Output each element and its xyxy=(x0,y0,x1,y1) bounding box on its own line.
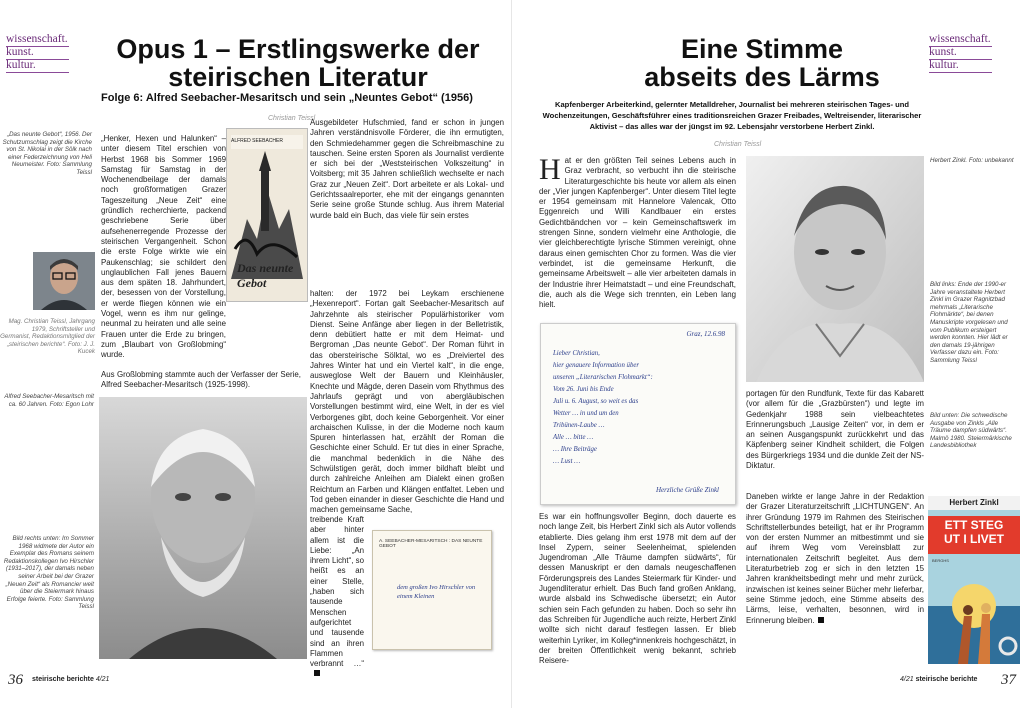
letter-date: Graz, 12.6.98 xyxy=(686,330,725,338)
paragraph: „Henker, Hexen und Halunken“ – unter diesem Titel erschien von Herbst 1968 bis Sommer 1969 Samstag für Samstag in der Wochenendbeilage der damals noch großformatigen Grazer Tageszeitung „Neue Zeit“ eine gründlich recherchierte, packend geschriebene Serie über aufsehenerregende Prozesse der steirischen Vergangenheit. Schon die erste Folge wirkte wie ein Paukenschlag; sie schildert den unglaublichen Fall jenes Bauern aus dem späten 18. Jahrhundert, der, besessen von der Vorstellung, er werde fliegen können wie ein Vogel, wenn es ihm nur gelinge, neunmal zu heiraten und alle seine Frauen unter die Erde zu bringen, zum „Blaubart von Großlobming“ wurde. xyxy=(101,134,226,360)
paragraph: Ausgebildeter Hufschmied, fand er schon in jungen Jahren verständnisvolle Förderer, die ihn ermutigten, den Schmiedehammer gegen die Schreibmaschine zu tauschen. Seine ersten Sporen als Journalist verdiente er sich bei der „Weststeirischen Volkszeitung“ in Voitsberg; mit 35 Jahren schließlich wechselte er nach Graz zur „Neuen Zeit“. Dort arbeitete er als Lokal- und Gerichtssaalreporter, ehe mit der eingangs genannten Serie seine große Stunde schlug. Aus ihrem Material wurde bald ein Buch, das viele für sein erstes xyxy=(310,118,504,220)
author-portrait-photo xyxy=(99,397,307,659)
letter-line: Wetter … in und um den xyxy=(553,410,619,417)
letter-line: unseren „Literarischen Flohmarkt“: xyxy=(553,374,653,381)
caption-book-cover: „Das neunte Gebot“, 1956. Der Schutzumschlag zeigt die Kirche von St. Nikolai in der Sölk nach einer Federzeichnung von Heli Neumeister. Foto: Sammlung Teissl xyxy=(2,131,92,176)
article-subtitle: Folge 6: Alfred Seebacher-Mesaritsch und sein „Neuntes Gebot“ (1956) xyxy=(101,92,473,104)
title-line-2: abseits des Lärms xyxy=(644,62,880,92)
footer-right xyxy=(900,676,977,683)
footer-issue: 4/21 xyxy=(900,676,914,683)
swedish-book-cover xyxy=(928,496,1020,664)
paragraph-text: treibende Kraft aber hinter allem ist die Liebe: „An ihrem Licht“, so heißt es an einer Stelle, „haben sich tausende Menschen aufgerichtet und tausende sind an ihren Flammen verbrannt …“ xyxy=(310,515,364,669)
caption-letter: Bild links: Ende der 1990-er Jahre veranstaltete Herbert Zinkl im Grazer Ragnitzbad mehrmals „Literarische Flohmärkte“, bei denen Manuskripte vorgelesen und vom Publikum ersteigert werden konnten. Hier lädt er den damals 19-jährigen Verfasser dazu ein. Foto: Sammlung Teissl xyxy=(930,281,1008,364)
title-line-1: Opus 1 – Erstlingswerke der xyxy=(116,34,480,64)
left-column-1-end xyxy=(101,370,301,395)
page-number-right: 37 xyxy=(1001,672,1016,688)
dedication-handwriting: dem großen Ivo Hirschler von einem Kleinen xyxy=(397,584,476,600)
end-mark xyxy=(314,670,320,676)
left-column-2-narrow xyxy=(310,515,364,684)
page-number-left: 36 xyxy=(8,672,23,688)
paragraph xyxy=(539,153,736,310)
letter-line: Lieber Christian, xyxy=(553,350,600,357)
handwritten-letter-image xyxy=(540,323,736,505)
letter-signature: Herzliche Grüße Zinkl xyxy=(656,486,719,494)
section-tag-line2: kunst. xyxy=(929,47,992,60)
author-photo xyxy=(33,252,95,310)
letter-line: Tribünen-Laube … xyxy=(553,422,605,429)
left-column-1 xyxy=(101,134,226,365)
caption-author-photo: Mag. Christian Teissl, Jahrgang 1979, Schriftsteller und Germanist, Redaktionsmitglied der „steirischen berichte“. Foto: J. J. Kucek xyxy=(0,318,95,356)
section-tag-line2: kunst. xyxy=(6,47,69,60)
letter-line: … Lust … xyxy=(553,458,581,465)
swedish-book-publisher: BERGHS xyxy=(932,558,949,563)
letter-line: Juli u. 6. August, so weit es das xyxy=(553,398,639,405)
paragraph xyxy=(746,492,924,626)
paragraph: halten: der 1972 bei Leykam erschienene „Hexenreport“. Fortan galt Seebacher-Mesaritsch auf Jahrzehnte als steirischer Populärhistoriker vom Dienst. Seine Anfänge aber liegen in der Belletristik, denn debütiert hatte er mit dem Heimat- und Bergroman „Das neunte Gebot“. Der Roman führt in das obersteirische Sölktal, wo es „Dreiviertel des Jahres Winter hat und ein Viertel kalt“, in die enge, ausweglose Welt der Bauern und Kleinhäusler, Knechte und Mägde, deren Dasein vom Rhythmus des Jahrlaufs geprägt und von abergläubischen Vorstellungen bestimmt wird, eine Welt, in der es viel Verborgenes gibt, doch keine Geborgenheit. Vor einer archaischen Kulisse, in der die Moderne noch kaum Spuren hinterlassen hat, erzählt der Roman die Geschichte einer Schuld. Er tut dies in einer Sprache, die manchmal bedenklich in die Nähe des Schwülstigen gerät, doch immer bildhaft bleibt und durch zahlreiche Anleihen am Dialekt einen großen Reichtum an Farben und Klängen entfaltet. Leben und Tod geben einander in dieser Geschichte die Hand und machen gemeinsame Sache, xyxy=(310,289,504,515)
section-tag-line1: wissenschaft. xyxy=(6,33,68,45)
swedish-book-title-line1: ETT STEG xyxy=(944,518,1004,532)
title-line-2: steirischen Literatur xyxy=(168,62,428,92)
swedish-book-title xyxy=(928,518,1020,546)
right-column-1-continued xyxy=(539,512,736,670)
letter-line: … Ihre Beiträge xyxy=(553,446,597,453)
footer-left xyxy=(32,676,109,683)
footer-magazine: steirische berichte xyxy=(32,676,94,683)
swedish-book-author: Herbert Zinkl xyxy=(949,498,999,507)
paragraph: portagen für den Rundfunk, Texte für das Kabarett (vor allem für die „Grazbürsten“) und legte im Gedenkjahr 1988 sein vielbeachtetes Erinnerungsbuch „Lausige Zeiten“ vor, in dem er an seinen Ausgangspunkt zurückkehrt und das Käpfenberg seiner Kindheit schildert, die Folgen des Bürgerkriegs 1934 und die dunkle Zeit der NS-Diktatur. xyxy=(746,389,924,471)
book-cover-image xyxy=(226,128,308,302)
paragraph: Es war ein hoffnungsvoller Beginn, doch dauerte es noch lange Zeit, bis Herbert Zinkl sich als Autor vollends etablierte. Dies gelang ihm erst 1978 mit dem auf der Insel Zypern, seiner Seelenheimat, spielenden Jugendroman „Alle Träume dampfen südwärts“, für dessen Manuskript er den damals neugeschaffenen Förderungspreis des Landes Steiermark für Kinder- und Jugendliteratur erhielt. Das Buch fand großen Anklang, wurde alsbald ins Schwedische übersetzt; ein Autor schien sein Fach gefunden zu haben. Doch so sehr ihn das Schreiben für Jugendliche auch reizte, Herbert Zinkl wollte sich nicht darauf festlegen lassen. Er blieb weiterhin Lyriker, im Kolleg*innenkreis hochgeschätzt, in der breiten Öffentlichkeit wenig bekannt, schrieb Reisere- xyxy=(539,512,736,666)
letter-body xyxy=(553,348,723,468)
left-column-2-continued xyxy=(310,289,504,520)
right-page xyxy=(512,0,1024,708)
letter-line: Vom 26. Juni bis Ende xyxy=(553,386,614,393)
paragraph xyxy=(310,515,364,680)
section-tag-right xyxy=(929,34,992,73)
caption-swedish-book: Bild unten: Die schwedische Ausgabe von Zinkls „Alle Träume dampfen südwärts“. Malmö 1980. Steiermärkische Landesbibliothek xyxy=(930,412,1012,450)
book-cover-title: Das neunte Gebot xyxy=(237,261,294,290)
article-lede: Kapfenberger Arbeiterkind, gelernter Metalldreher, Journalist bei mehreren steirischen Tages- und Wochenzeitungen, Geschäftsführer eines traditionsreichen Grazer Freibades, Weltreisender, literarischer Aktivist – das alles war der jüngst im 92. Lebensjahr verstorbene Herbert Zinkl. xyxy=(542,100,922,131)
paragraph: Aus Großlobming stammte auch der Verfasser der Serie, Alfred Seebacher-Mesaritsch (1925-1998). xyxy=(101,370,301,390)
right-column-2 xyxy=(746,389,924,475)
zinkl-portrait-photo xyxy=(746,156,924,382)
book-cover-author: ALFRED SEEBACHER xyxy=(231,138,283,144)
caption-zinkl-photo: Herbert Zinkl. Foto: unbekannt xyxy=(930,157,1014,164)
section-tag-line3: kultur. xyxy=(6,60,69,73)
dedication-book-image xyxy=(372,530,492,650)
left-column-2 xyxy=(310,118,504,225)
caption-portrait: Alfred Seebacher-Mesaritsch mit ca. 60 Jahren. Foto: Egon Lohr xyxy=(4,393,94,408)
footer-magazine: steirische berichte xyxy=(915,676,978,683)
swedish-book-title-line2: UT I LIVET xyxy=(944,532,1004,546)
footer-issue: 4/21 xyxy=(95,676,110,683)
paragraph-text: Daneben wirkte er lange Jahre in der Redaktion der Grazer Literaturzeitschrift „LICHTUNGEN“. An ihrer Gründung 1979 im Rahmen des Steirischen Schriftstellerbundes beteiligt, hat er ihr Programm von der ersten Nummer an mitbestimmt und sie auf ihrem Weg vom Vereinsblatt zur internationalen Zeitschrift begleitet. Aus dem Literaturbetrieb zog er sich in den letzten 15 Jahren krankheitsbedingt mehr und mehr zurück, inzwischen ist keines seiner Bücher mehr lieferbar, seine Stimme jedoch, eine Stimme abseits des Lärms, leise, verhalten, besonnen, wird in Erinnerung bleiben. xyxy=(746,492,924,625)
right-column-1 xyxy=(539,153,736,314)
section-tag xyxy=(6,34,69,73)
letter-line: Alle … bitte … xyxy=(553,434,594,441)
drop-cap: H xyxy=(539,153,561,186)
letter-line: hier genauere Information über xyxy=(553,362,640,369)
byline: Christian Teissl xyxy=(268,115,316,122)
caption-dedication: Bild rechts unten: Im Sommer 1968 widmete der Autor ein Exemplar des Romans seinem Redaktionskollegen Ivo Hirschler (1931–2017), der damals neben seiner Arbeit bei der Grazer „Neuen Zeit“ als Romancier weit über die Steiermark hinaus Erfolge feierte. Foto: Sammlung Teissl xyxy=(3,535,94,611)
section-tag-line1: wissenschaft. xyxy=(929,33,991,45)
end-mark xyxy=(818,617,824,623)
byline-right: Christian Teissl xyxy=(714,141,762,148)
article-title-right xyxy=(612,35,912,91)
section-tag-line3: kultur. xyxy=(929,60,992,73)
right-column-2-continued xyxy=(746,492,924,630)
article-title xyxy=(98,35,498,91)
paragraph-text: at er den größten Teil seines Lebens auch in Graz verbracht, so verbucht ihn die steirische Literaturgeschichte bis heute vor allem als einen der „Vier jungen Kapfenberger“. Unter diesem Titel legte er 1954 gemeinsam mit Hannelore Valencak, Otto Eggenreich und Willi Kandlbauer ein erstes Gedichtbändchen vor – kein Gemeinschaftswerk im strengen Sinne, sondern vielmehr eine Anthologie, die vier gleichberechtigte lyrische Stimmen vereinigt, ohne daraus einen gemischten Chor zu formen. Was die vier verbindet, ist die gemeinsame Herkunft, die gemeinsame Arbeitswelt – alle vier arbeiteten damals in der Industrie ihrer Heimatstadt – und eine Freundschaft, die, auch als die Wege sich trennten, ein Leben lang hielt. xyxy=(539,156,736,310)
title-line-1: Eine Stimme xyxy=(680,34,844,64)
dedication-book-header: A. SEEBACHER-MESARITSCH : DAS NEUNTE GEBOT xyxy=(379,539,483,549)
